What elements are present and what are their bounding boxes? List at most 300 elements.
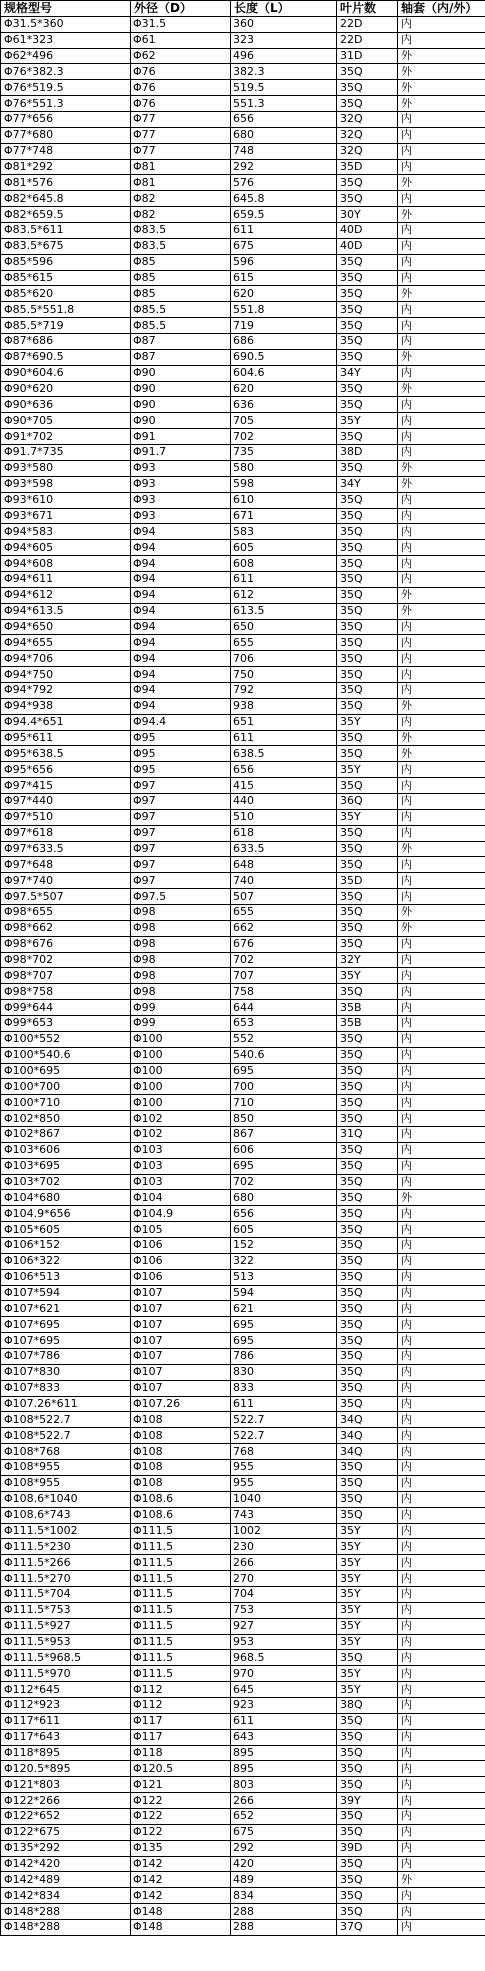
cell-blade-count: 35Q — [337, 397, 398, 413]
cell-outer-diameter: Φ85 — [131, 286, 231, 302]
cell-length: 551.8 — [231, 302, 337, 318]
cell-blade-count: 35Q — [337, 302, 398, 318]
cell-model: Φ94.4*651 — [1, 714, 131, 730]
cell-length: 655 — [231, 904, 337, 920]
cell-outer-diameter: Φ142 — [131, 1856, 231, 1872]
cell-sleeve: 外 — [398, 349, 485, 365]
cell-length: 690.5 — [231, 349, 337, 365]
cell-sleeve: 内 — [398, 1507, 485, 1523]
cell-outer-diameter: Φ90 — [131, 413, 231, 429]
cell-model: Φ142*834 — [1, 1888, 131, 1904]
table-row — [1, 223, 485, 239]
cell-sleeve: 内 — [398, 1460, 485, 1476]
cell-model: Φ85*596 — [1, 254, 131, 270]
cell-model: Φ94*706 — [1, 651, 131, 667]
cell-length: 510 — [231, 809, 337, 825]
table-row — [1, 936, 485, 952]
cell-model: Φ95*611 — [1, 730, 131, 746]
table-row — [1, 857, 485, 873]
cell-outer-diameter: Φ98 — [131, 984, 231, 1000]
cell-length: 834 — [231, 1888, 337, 1904]
cell-model: Φ111.5*927 — [1, 1618, 131, 1634]
cell-outer-diameter: Φ91 — [131, 429, 231, 445]
table-row — [1, 207, 485, 223]
table-row — [1, 587, 485, 603]
cell-blade-count: 35Q — [337, 1206, 398, 1222]
cell-outer-diameter: Φ103 — [131, 1142, 231, 1158]
cell-sleeve: 内 — [398, 1491, 485, 1507]
cell-model: Φ93*610 — [1, 492, 131, 508]
cell-length: 650 — [231, 619, 337, 635]
table-row — [1, 254, 485, 270]
table-row — [1, 1301, 485, 1317]
cell-model: Φ95*638.5 — [1, 746, 131, 762]
cell-outer-diameter: Φ97 — [131, 809, 231, 825]
cell-outer-diameter: Φ106 — [131, 1253, 231, 1269]
cell-sleeve: 内 — [398, 873, 485, 889]
header-row — [1, 1, 485, 17]
table-row — [1, 1618, 485, 1634]
cell-sleeve: 外 — [398, 175, 485, 191]
cell-blade-count: 35Q — [337, 80, 398, 96]
cell-blade-count: 35Y — [337, 809, 398, 825]
cell-model: Φ76*519.5 — [1, 80, 131, 96]
cell-length: 644 — [231, 1000, 337, 1016]
cell-model: Φ83.5*675 — [1, 238, 131, 254]
cell-blade-count: 35B — [337, 1000, 398, 1016]
cell-model: Φ85*620 — [1, 286, 131, 302]
cell-outer-diameter: Φ111.5 — [131, 1523, 231, 1539]
cell-model: Φ97*440 — [1, 793, 131, 809]
cell-blade-count: 35Y — [337, 1682, 398, 1698]
cell-sleeve: 外 — [398, 746, 485, 762]
table-row — [1, 1586, 485, 1602]
cell-blade-count: 35Q — [337, 508, 398, 524]
table-row — [1, 1650, 485, 1666]
cell-outer-diameter: Φ108.6 — [131, 1507, 231, 1523]
table-row — [1, 1856, 485, 1872]
cell-length: 415 — [231, 778, 337, 794]
cell-sleeve: 内 — [398, 238, 485, 254]
cell-length: 748 — [231, 143, 337, 159]
cell-outer-diameter: Φ95 — [131, 746, 231, 762]
cell-blade-count: 34Q — [337, 1444, 398, 1460]
cell-model: Φ94*650 — [1, 619, 131, 635]
cell-blade-count: 40D — [337, 238, 398, 254]
cell-model: Φ111.5*704 — [1, 1586, 131, 1602]
cell-sleeve: 内 — [398, 556, 485, 572]
cell-length: 652 — [231, 1808, 337, 1824]
cell-sleeve: 内 — [398, 1016, 485, 1032]
cell-outer-diameter: Φ93 — [131, 476, 231, 492]
cell-model: Φ107*695 — [1, 1333, 131, 1349]
cell-sleeve: 内 — [398, 16, 485, 32]
cell-length: 927 — [231, 1618, 337, 1634]
cell-model: Φ91.7*735 — [1, 445, 131, 461]
cell-sleeve: 内 — [398, 413, 485, 429]
cell-sleeve: 内 — [398, 793, 485, 809]
cell-outer-diameter: Φ95 — [131, 762, 231, 778]
cell-blade-count: 35Q — [337, 1777, 398, 1793]
cell-length: 671 — [231, 508, 337, 524]
cell-sleeve: 外 — [398, 603, 485, 619]
cell-length: 440 — [231, 793, 337, 809]
cell-model: Φ107*830 — [1, 1364, 131, 1380]
cell-outer-diameter: Φ77 — [131, 143, 231, 159]
cell-sleeve: 内 — [398, 1333, 485, 1349]
cell-sleeve: 内 — [398, 1047, 485, 1063]
cell-length: 496 — [231, 48, 337, 64]
cell-model: Φ111.5*270 — [1, 1571, 131, 1587]
cell-sleeve: 外 — [398, 286, 485, 302]
cell-sleeve: 内 — [398, 445, 485, 461]
table-row — [1, 1602, 485, 1618]
cell-outer-diameter: Φ81 — [131, 159, 231, 175]
cell-length: 292 — [231, 159, 337, 175]
table-row — [1, 318, 485, 334]
cell-model: Φ111.5*968.5 — [1, 1650, 131, 1666]
table-row — [1, 1174, 485, 1190]
table-row — [1, 1190, 485, 1206]
cell-blade-count: 36Q — [337, 793, 398, 809]
cell-sleeve: 内 — [398, 302, 485, 318]
cell-sleeve: 内 — [398, 667, 485, 683]
cell-model: Φ107*695 — [1, 1317, 131, 1333]
table-row — [1, 778, 485, 794]
header-model: 规格型号 — [1, 1, 131, 17]
cell-outer-diameter: Φ102 — [131, 1127, 231, 1143]
table-row — [1, 1824, 485, 1840]
cell-length: 605 — [231, 1222, 337, 1238]
cell-outer-diameter: Φ107 — [131, 1317, 231, 1333]
cell-sleeve: 内 — [398, 1808, 485, 1824]
table-row — [1, 762, 485, 778]
cell-blade-count: 35Q — [337, 619, 398, 635]
cell-model: Φ90*604.6 — [1, 365, 131, 381]
cell-model: Φ98*758 — [1, 984, 131, 1000]
table-row — [1, 1222, 485, 1238]
cell-model: Φ148*288 — [1, 1904, 131, 1920]
cell-sleeve: 内 — [398, 254, 485, 270]
cell-length: 420 — [231, 1856, 337, 1872]
cell-sleeve: 内 — [398, 1888, 485, 1904]
cell-blade-count: 35Q — [337, 1745, 398, 1761]
table-row — [1, 1507, 485, 1523]
table-row — [1, 1142, 485, 1158]
cell-model: Φ108.6*743 — [1, 1507, 131, 1523]
cell-outer-diameter: Φ118 — [131, 1745, 231, 1761]
table-row — [1, 952, 485, 968]
cell-model: Φ122*675 — [1, 1824, 131, 1840]
cell-blade-count: 35Q — [337, 1238, 398, 1254]
table-row — [1, 825, 485, 841]
table-row — [1, 159, 485, 175]
cell-blade-count: 35Q — [337, 1301, 398, 1317]
cell-sleeve: 内 — [398, 889, 485, 905]
cell-model: Φ107.26*611 — [1, 1396, 131, 1412]
cell-sleeve: 内 — [398, 1127, 485, 1143]
cell-length: 750 — [231, 667, 337, 683]
cell-sleeve: 外 — [398, 698, 485, 714]
cell-model: Φ94*655 — [1, 635, 131, 651]
cell-outer-diameter: Φ104 — [131, 1190, 231, 1206]
cell-length: 576 — [231, 175, 337, 191]
cell-length: 702 — [231, 952, 337, 968]
cell-sleeve: 内 — [398, 1824, 485, 1840]
cell-length: 850 — [231, 1111, 337, 1127]
header-outer-diameter: 外径（D） — [131, 1, 231, 17]
cell-outer-diameter: Φ90 — [131, 381, 231, 397]
cell-outer-diameter: Φ100 — [131, 1095, 231, 1111]
cell-length: 620 — [231, 286, 337, 302]
cell-outer-diameter: Φ97.5 — [131, 889, 231, 905]
cell-sleeve: 内 — [398, 682, 485, 698]
cell-outer-diameter: Φ142 — [131, 1888, 231, 1904]
table-row — [1, 1047, 485, 1063]
cell-length: 643 — [231, 1729, 337, 1745]
table-row — [1, 445, 485, 461]
cell-length: 596 — [231, 254, 337, 270]
cell-blade-count: 35Q — [337, 746, 398, 762]
table-row — [1, 1317, 485, 1333]
cell-model: Φ100*695 — [1, 1063, 131, 1079]
cell-length: 322 — [231, 1253, 337, 1269]
cell-model: Φ108*522.7 — [1, 1412, 131, 1428]
table-row — [1, 96, 485, 112]
cell-outer-diameter: Φ106 — [131, 1269, 231, 1285]
cell-blade-count: 38D — [337, 445, 398, 461]
cell-length: 519.5 — [231, 80, 337, 96]
table-row — [1, 334, 485, 350]
table-row — [1, 1063, 485, 1079]
cell-sleeve: 外 — [398, 207, 485, 223]
cell-blade-count: 35Q — [337, 1396, 398, 1412]
cell-length: 611 — [231, 1396, 337, 1412]
cell-blade-count: 35Q — [337, 889, 398, 905]
cell-length: 786 — [231, 1349, 337, 1365]
cell-model: Φ93*598 — [1, 476, 131, 492]
cell-blade-count: 35Y — [337, 1634, 398, 1650]
cell-length: 686 — [231, 334, 337, 350]
cell-length: 551.3 — [231, 96, 337, 112]
table-row — [1, 1016, 485, 1032]
cell-blade-count: 35Q — [337, 1824, 398, 1840]
cell-sleeve: 内 — [398, 1777, 485, 1793]
cell-outer-diameter: Φ93 — [131, 460, 231, 476]
table-row — [1, 730, 485, 746]
cell-model: Φ99*653 — [1, 1016, 131, 1032]
cell-length: 792 — [231, 682, 337, 698]
table-row — [1, 1777, 485, 1793]
table-row — [1, 1000, 485, 1016]
table-row — [1, 1412, 485, 1428]
cell-length: 700 — [231, 1079, 337, 1095]
cell-outer-diameter: Φ94 — [131, 651, 231, 667]
cell-length: 266 — [231, 1555, 337, 1571]
cell-blade-count: 35Q — [337, 1031, 398, 1047]
table-row — [1, 1285, 485, 1301]
cell-length: 675 — [231, 1824, 337, 1840]
cell-length: 895 — [231, 1761, 337, 1777]
cell-model: Φ111.5*970 — [1, 1666, 131, 1682]
cell-outer-diameter: Φ94 — [131, 556, 231, 572]
cell-outer-diameter: Φ90 — [131, 397, 231, 413]
cell-blade-count: 35Q — [337, 1460, 398, 1476]
cell-outer-diameter: Φ82 — [131, 191, 231, 207]
table-row — [1, 793, 485, 809]
table-row — [1, 682, 485, 698]
cell-sleeve: 内 — [398, 1063, 485, 1079]
table-header — [1, 1, 485, 17]
cell-sleeve: 内 — [398, 1253, 485, 1269]
cell-model: Φ103*702 — [1, 1174, 131, 1190]
cell-sleeve: 内 — [398, 1206, 485, 1222]
cell-model: Φ111.5*230 — [1, 1539, 131, 1555]
cell-model: Φ93*671 — [1, 508, 131, 524]
cell-blade-count: 35Q — [337, 556, 398, 572]
cell-length: 288 — [231, 1919, 337, 1935]
cell-model: Φ85.5*719 — [1, 318, 131, 334]
cell-sleeve: 内 — [398, 1618, 485, 1634]
cell-outer-diameter: Φ107 — [131, 1333, 231, 1349]
table-row — [1, 746, 485, 762]
cell-length: 605 — [231, 540, 337, 556]
cell-model: Φ135*292 — [1, 1840, 131, 1856]
cell-sleeve: 内 — [398, 1571, 485, 1587]
cell-model: Φ61*323 — [1, 32, 131, 48]
cell-sleeve: 外 — [398, 1872, 485, 1888]
table-row — [1, 1745, 485, 1761]
cell-blade-count: 35Q — [337, 1285, 398, 1301]
cell-outer-diameter: Φ111.5 — [131, 1555, 231, 1571]
cell-model: Φ100*540.6 — [1, 1047, 131, 1063]
cell-blade-count: 35Q — [337, 429, 398, 445]
cell-model: Φ102*867 — [1, 1127, 131, 1143]
cell-model: Φ142*489 — [1, 1872, 131, 1888]
cell-sleeve: 内 — [398, 1729, 485, 1745]
cell-sleeve: 外 — [398, 381, 485, 397]
cell-length: 768 — [231, 1444, 337, 1460]
table-row — [1, 1761, 485, 1777]
table-row — [1, 698, 485, 714]
cell-sleeve: 内 — [398, 857, 485, 873]
cell-outer-diameter: Φ94 — [131, 524, 231, 540]
table-row — [1, 16, 485, 32]
cell-sleeve: 内 — [398, 1444, 485, 1460]
cell-outer-diameter: Φ135 — [131, 1840, 231, 1856]
cell-sleeve: 内 — [398, 1317, 485, 1333]
cell-outer-diameter: Φ94 — [131, 667, 231, 683]
table-row — [1, 365, 485, 381]
cell-model: Φ94*938 — [1, 698, 131, 714]
cell-sleeve: 内 — [398, 936, 485, 952]
cell-outer-diameter: Φ103 — [131, 1174, 231, 1190]
cell-length: 695 — [231, 1063, 337, 1079]
cell-outer-diameter: Φ103 — [131, 1158, 231, 1174]
cell-sleeve: 内 — [398, 1238, 485, 1254]
cell-blade-count: 35Q — [337, 1713, 398, 1729]
cell-outer-diameter: Φ90 — [131, 365, 231, 381]
cell-outer-diameter: Φ87 — [131, 349, 231, 365]
table-row — [1, 1808, 485, 1824]
cell-sleeve: 内 — [398, 1142, 485, 1158]
table-row — [1, 809, 485, 825]
cell-outer-diameter: Φ95 — [131, 730, 231, 746]
cell-model: Φ111.5*753 — [1, 1602, 131, 1618]
cell-model: Φ106*322 — [1, 1253, 131, 1269]
cell-model: Φ94*612 — [1, 587, 131, 603]
cell-model: Φ95*656 — [1, 762, 131, 778]
cell-sleeve: 内 — [398, 778, 485, 794]
cell-outer-diameter: Φ85.5 — [131, 302, 231, 318]
header-sleeve: 轴套（内/外） — [398, 1, 485, 17]
cell-model: Φ107*621 — [1, 1301, 131, 1317]
cell-model: Φ100*700 — [1, 1079, 131, 1095]
cell-blade-count: 35Q — [337, 286, 398, 302]
cell-outer-diameter: Φ93 — [131, 508, 231, 524]
cell-outer-diameter: Φ112 — [131, 1697, 231, 1713]
table-row — [1, 80, 485, 96]
table-row — [1, 1888, 485, 1904]
cell-sleeve: 内 — [398, 1793, 485, 1809]
cell-sleeve: 内 — [398, 1650, 485, 1666]
cell-outer-diameter: Φ31.5 — [131, 16, 231, 32]
cell-model: Φ97*415 — [1, 778, 131, 794]
cell-blade-count: 35Q — [337, 1650, 398, 1666]
cell-sleeve: 内 — [398, 1919, 485, 1935]
table-row — [1, 1475, 485, 1491]
table-row — [1, 1571, 485, 1587]
table-row — [1, 1031, 485, 1047]
cell-model: Φ82*645.8 — [1, 191, 131, 207]
cell-outer-diameter: Φ77 — [131, 127, 231, 143]
cell-sleeve: 内 — [398, 1079, 485, 1095]
cell-sleeve: 内 — [398, 492, 485, 508]
table-row — [1, 1697, 485, 1713]
table-row — [1, 476, 485, 492]
cell-length: 610 — [231, 492, 337, 508]
cell-model: Φ112*645 — [1, 1682, 131, 1698]
cell-length: 923 — [231, 1697, 337, 1713]
cell-model: Φ100*552 — [1, 1031, 131, 1047]
cell-model: Φ97.5*507 — [1, 889, 131, 905]
cell-blade-count: 40D — [337, 223, 398, 239]
cell-model: Φ107*594 — [1, 1285, 131, 1301]
cell-outer-diameter: Φ105 — [131, 1222, 231, 1238]
table-row — [1, 1238, 485, 1254]
cell-sleeve: 内 — [398, 1856, 485, 1872]
cell-model: Φ87*690.5 — [1, 349, 131, 365]
table-row — [1, 920, 485, 936]
cell-sleeve: 内 — [398, 397, 485, 413]
cell-model: Φ94*583 — [1, 524, 131, 540]
cell-sleeve: 内 — [398, 1682, 485, 1698]
cell-model: Φ85.5*551.8 — [1, 302, 131, 318]
cell-sleeve: 内 — [398, 1523, 485, 1539]
cell-outer-diameter: Φ100 — [131, 1047, 231, 1063]
cell-length: 702 — [231, 429, 337, 445]
cell-blade-count: 35Q — [337, 587, 398, 603]
cell-sleeve: 内 — [398, 714, 485, 730]
cell-blade-count: 35Y — [337, 714, 398, 730]
cell-model: Φ117*643 — [1, 1729, 131, 1745]
cell-outer-diameter: Φ108 — [131, 1460, 231, 1476]
table-row — [1, 1793, 485, 1809]
cell-outer-diameter: Φ94 — [131, 682, 231, 698]
cell-sleeve: 内 — [398, 651, 485, 667]
cell-blade-count: 35Q — [337, 635, 398, 651]
cell-blade-count: 35Q — [337, 1158, 398, 1174]
